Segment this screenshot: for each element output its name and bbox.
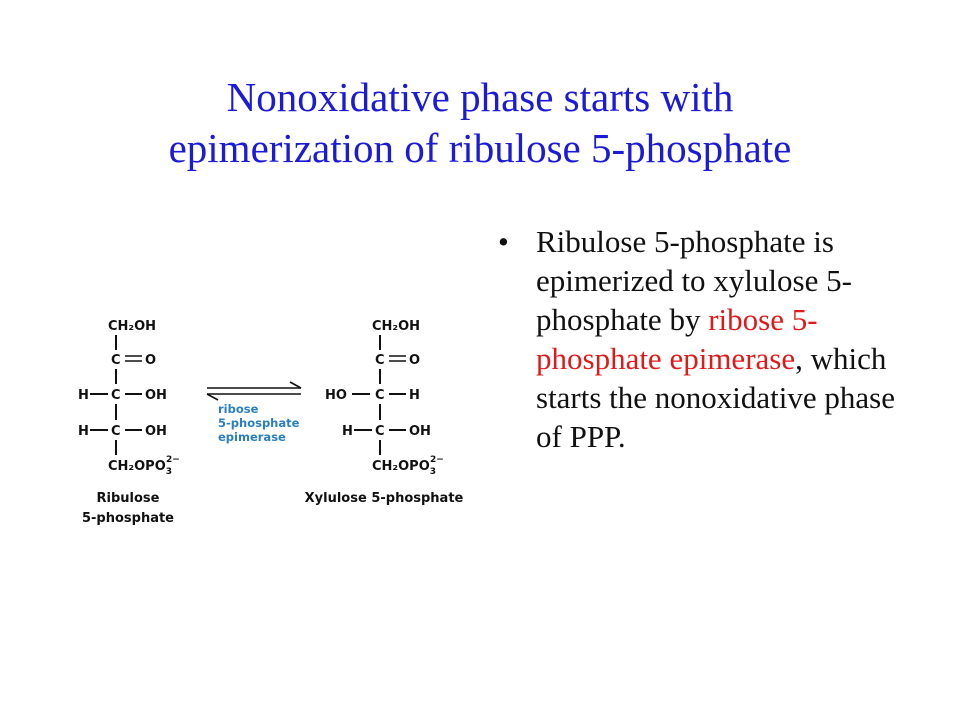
enzyme-label (218, 402, 300, 444)
forward-arrow-head (290, 382, 301, 388)
bullet-text-end: , which starts the nonoxidative phase of PPP. (536, 341, 895, 454)
enzyme-label-line-1: ribose (218, 402, 259, 416)
xylulose-c3-carbon: C (375, 388, 385, 403)
xylulose-c4-right: OH (409, 424, 431, 439)
enzyme-label-line-2: 5-phosphate (218, 416, 300, 430)
bullet-marker: • (498, 224, 509, 259)
ribulose-5-phosphate-structure (78, 319, 180, 526)
ribulose-carbonyl-c: C (111, 353, 121, 368)
xylulose-carbonyl-o: O (409, 353, 421, 368)
xylulose-c3-left: HO (325, 388, 347, 403)
xylulose-bottom-group: $CH_2OPO_32-$ (372, 455, 444, 477)
ribulose-c4-right: OH (145, 424, 167, 439)
xylulose-top-group: CH₂OH (372, 319, 421, 334)
ribulose-name-line-1: Ribulose (96, 491, 160, 506)
xylulose-c4-carbon: C (375, 424, 385, 439)
xylulose-name: Xylulose 5-phosphate (304, 491, 464, 506)
bullet-text-start: Ribulose 5-phosphate is epimerized to xylulose 5-phosphate by (536, 224, 852, 337)
slide-title (40, 72, 920, 174)
enzyme-highlight: ribose 5-phosphate epimerase (536, 302, 818, 376)
xylulose-carbonyl-c: C (375, 353, 385, 368)
ribulose-c3-carbon: C (111, 388, 121, 403)
enzyme-label-line-3: epimerase (218, 430, 286, 444)
ribulose-top-group: CH₂OH (108, 319, 157, 334)
ribulose-c3-left: H (78, 388, 89, 403)
title-line-2: epimerization of ribulose 5-phosphate (168, 125, 792, 171)
xylulose-5-phosphate-structure (305, 319, 464, 506)
ribulose-bottom-group: $CH_2OPO_32-$ (108, 455, 180, 477)
ribulose-c4-left: H (78, 424, 89, 439)
xylulose-c4-left: H (342, 424, 353, 439)
ribulose-name-line-2: 5-phosphate (81, 511, 175, 526)
equilibrium-arrows (207, 382, 301, 400)
epimerization-reaction-diagram (70, 300, 480, 540)
ribulose-c4-carbon: C (111, 424, 121, 439)
bullet-text (536, 222, 906, 456)
ribulose-carbonyl-o: O (145, 353, 157, 368)
ribulose-c3-right: OH (145, 388, 167, 403)
xylulose-c3-right: H (409, 388, 420, 403)
reverse-arrow-head (207, 394, 218, 400)
title-line-1: Nonoxidative phase starts with (226, 74, 734, 120)
